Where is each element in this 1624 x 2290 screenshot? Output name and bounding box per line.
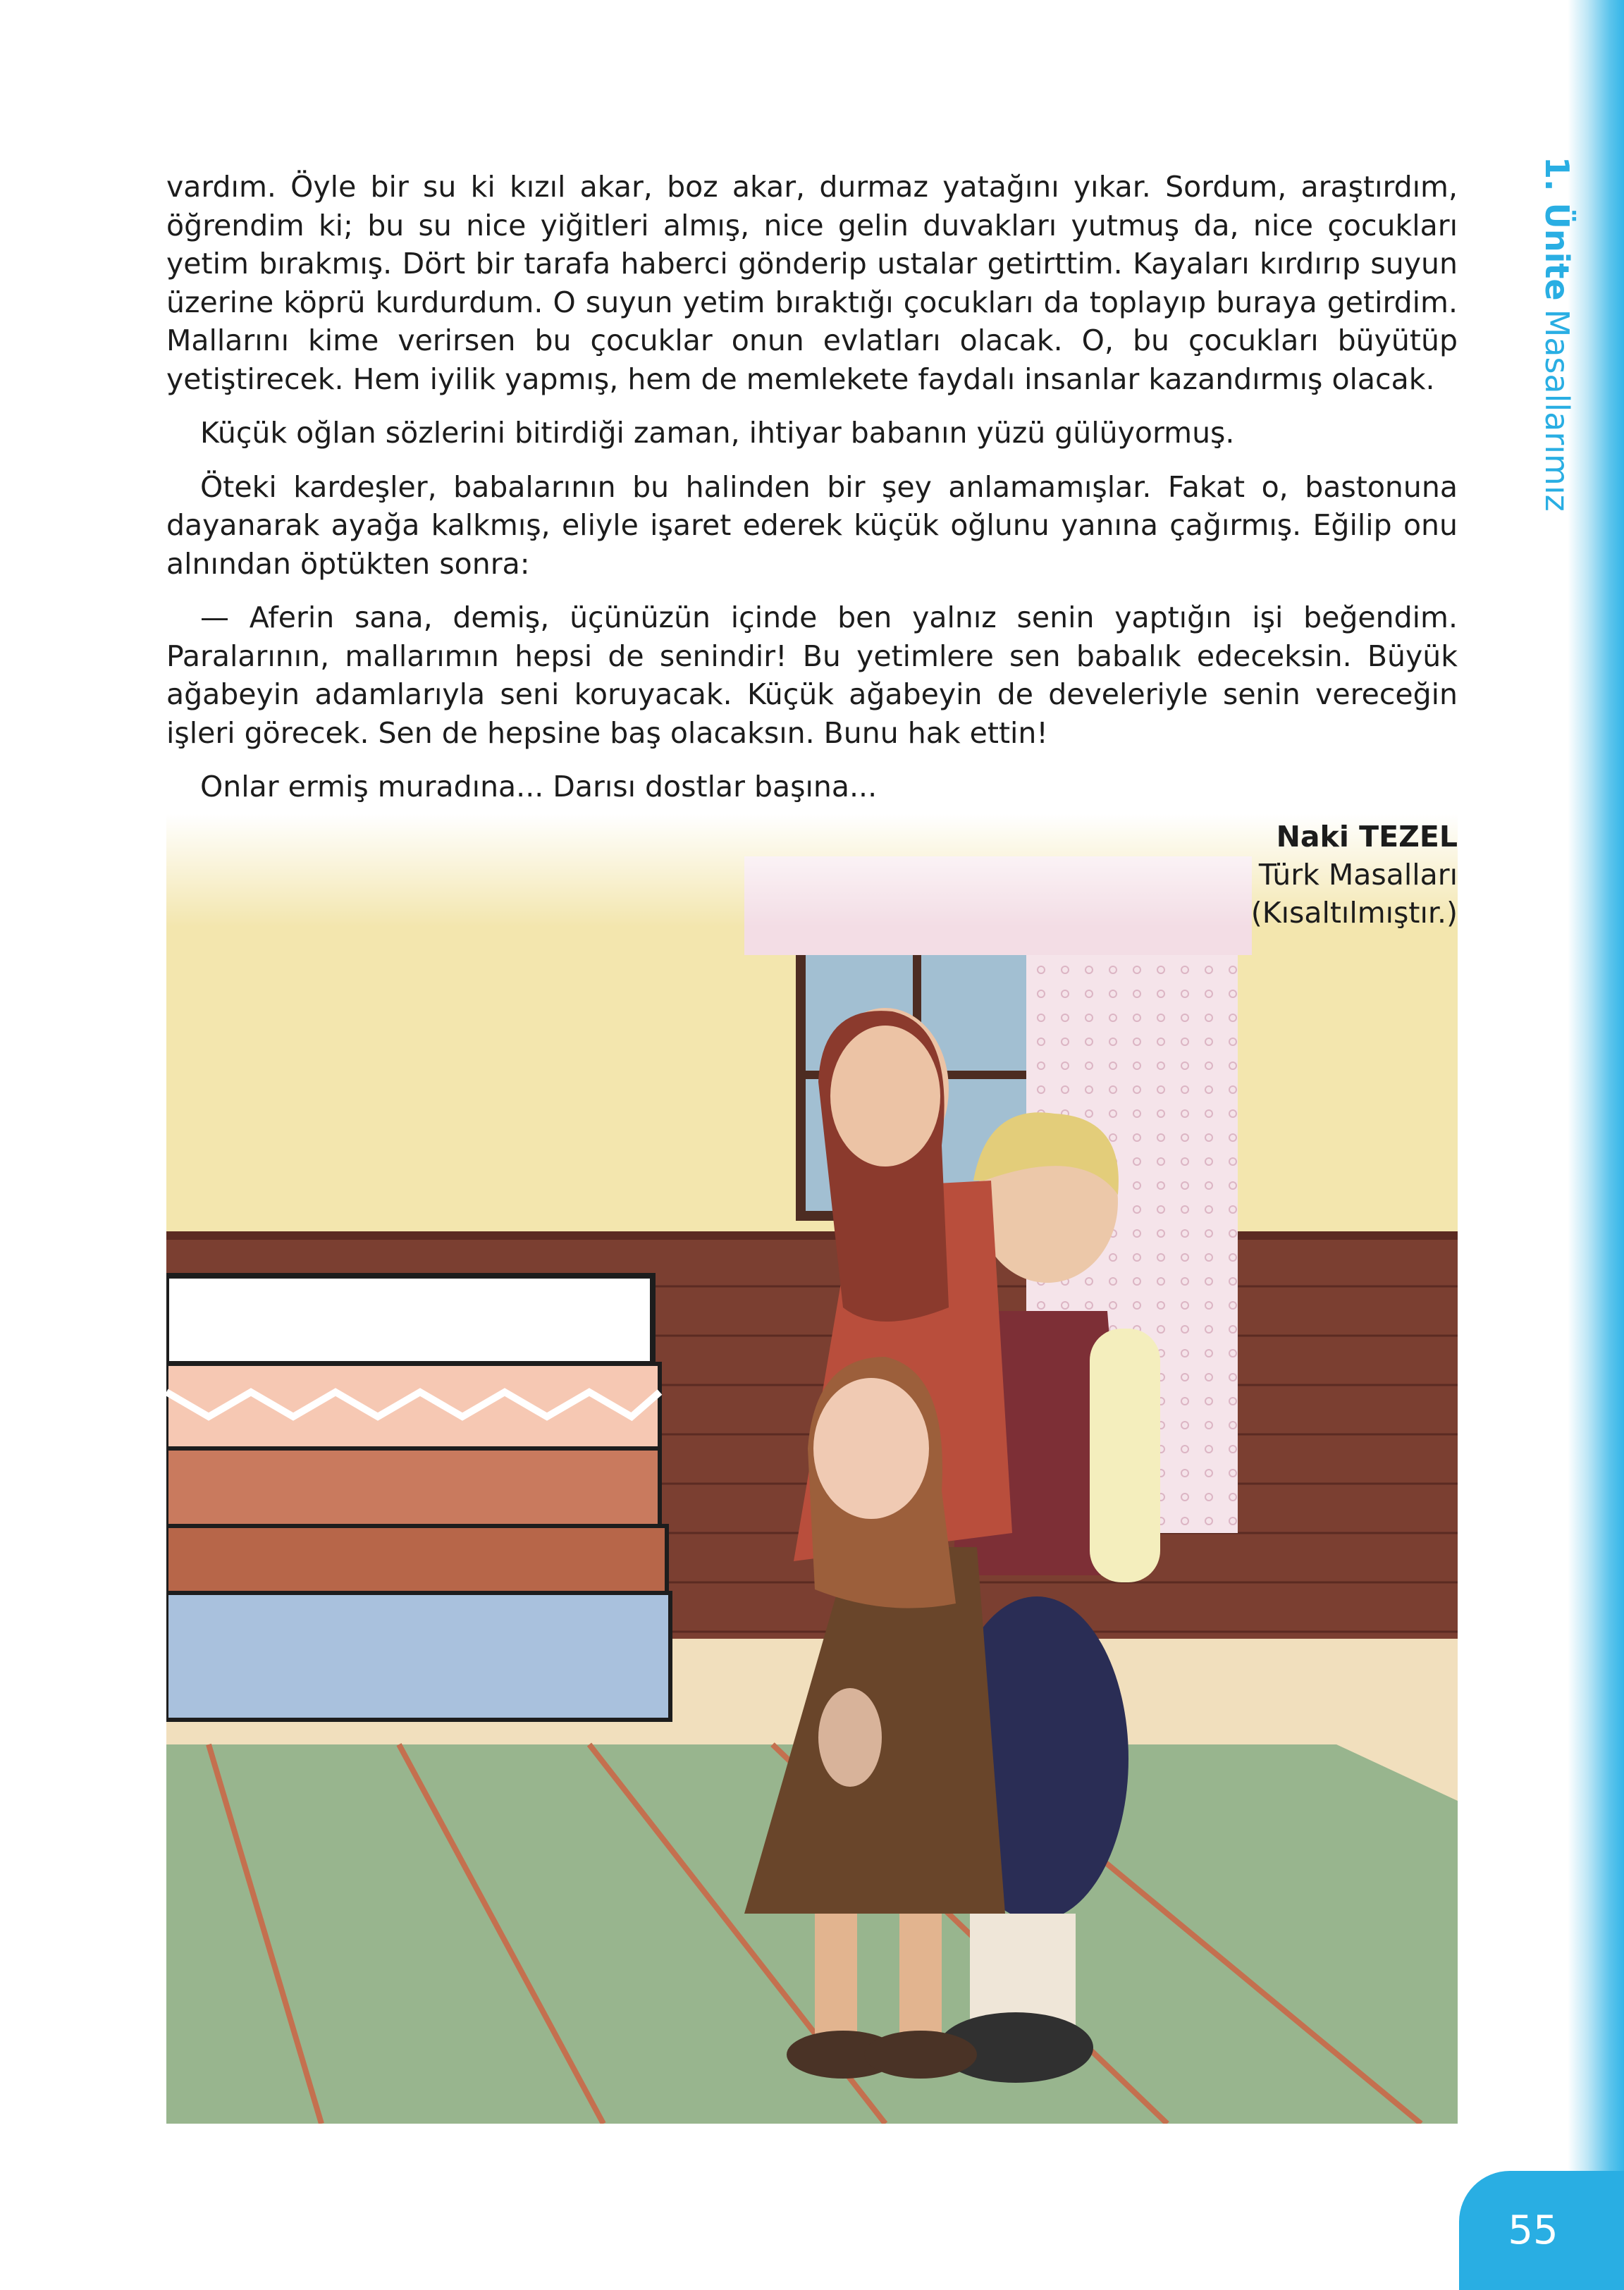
unit-title: Masallarımız	[1538, 309, 1576, 512]
story-paragraph-2: Küçük oğlan sözlerini bitirdiği zaman, ihtiyar babanın yüzü gülüyormuş.	[200, 416, 1235, 450]
story-illustration	[166, 814, 1458, 2124]
source-credit	[1251, 818, 1458, 932]
author-name: Naki TEZEL	[1276, 820, 1458, 854]
story-text	[166, 168, 1458, 822]
story-paragraph-3: Öteki kardeşler, babalarının bu halinden bir şey anlamamışlar. Fakat o, bastonuna dayanarak ayağa kalkmış, eliyle işaret ederek küçük oğlunu yanına çağırmış. Eğilip onu alnından öptükten sonra:	[166, 469, 1458, 581]
story-paragraph-4: — Aferin sana, demiş, üçünüzün içinde ben yalnız senin yaptığın işi beğendim. Paralarının, mallarımın hepsi de senindir! Bu yetimlere sen babalık edeceksin. Büyük ağabeyin adamlarıyla seni koruyacak. Küçük ağabeyin de develeriyle senin vereceğin işleri görecek. Sen de hepsine baş olacaksın. Bunu hak ettin!	[166, 601, 1458, 750]
abridged-note: (Kısaltılmıştır.)	[1250, 896, 1458, 930]
unit-side-label	[1531, 156, 1580, 512]
page-number: 55	[1508, 2208, 1558, 2253]
story-paragraph-5: Onlar ermiş muradına... Darısı dostlar başına...	[200, 770, 878, 804]
page-number-badge	[1459, 2171, 1624, 2290]
unit-number: 1. Ünite	[1538, 156, 1576, 301]
story-paragraph-1: vardım. Öyle bir su ki kızıl akar, boz akar, durmaz yatağını yıkar. Sordum, araştırdım, öğrendim ki; bu su nice yiğitleri almış, nice gelin duvakları yutmuş da, nice çocukları yetim bırakmış. Dört bir tarafa haberci gönderip ustalar getirttim. Kayaları kırdırıp suyun üzerine köprü kurdurdum. O suyun yetim bıraktığı çocukları da toplayıp buraya getirdim. Mallarını kime verirsen bu çocuklar onun evlatları olacak. O, bu çocukları büyütüp yetiştirecek. Hem iyilik yapmış, hem de memlekete faydalı insanlar kazandırmış olacak.	[166, 170, 1458, 396]
book-title: Türk Masalları	[1258, 858, 1458, 892]
